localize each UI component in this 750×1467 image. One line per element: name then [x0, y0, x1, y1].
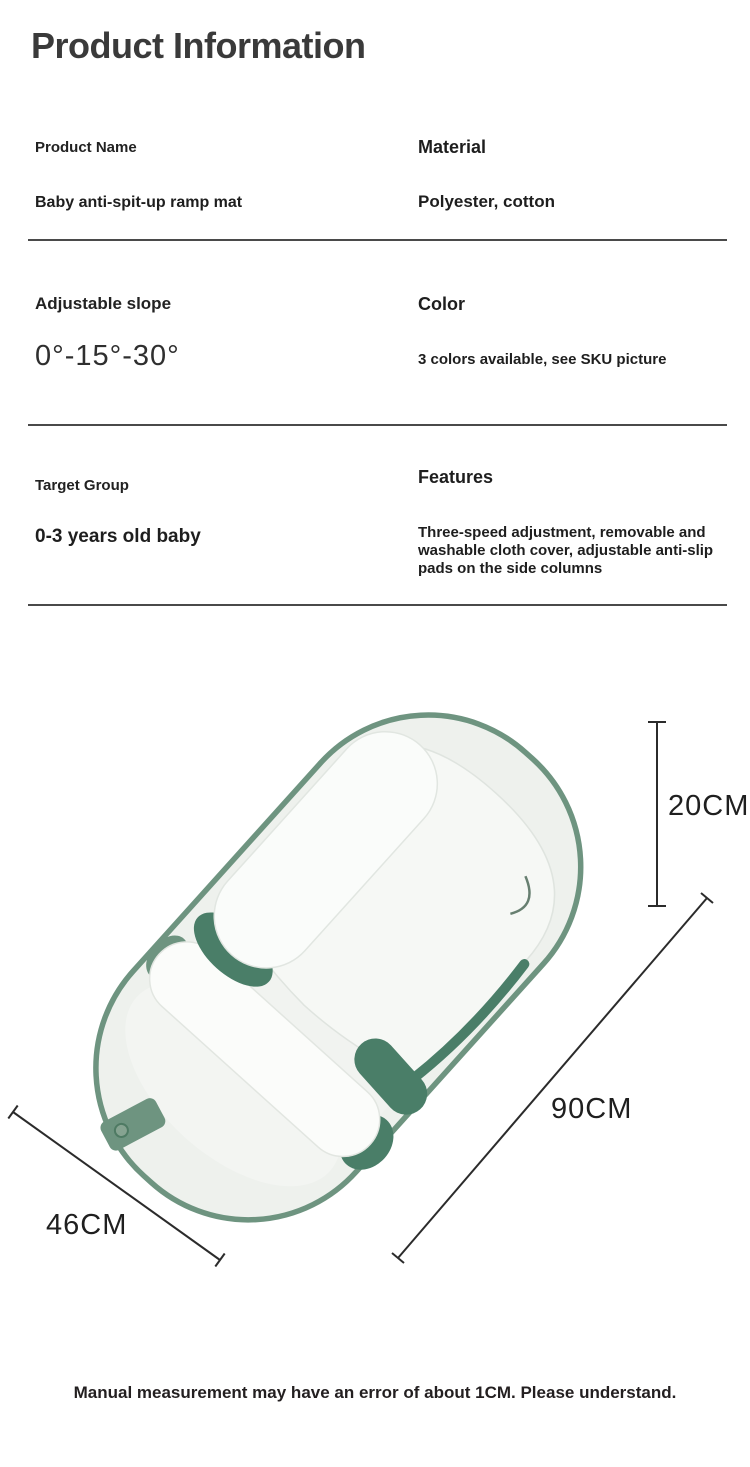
spec-value-material: Polyester, cotton	[418, 192, 555, 211]
divider	[28, 239, 727, 241]
spec-value-features: Three-speed adjustment, removable and washable cloth cover, adjustable anti-slip pads on the side columns	[418, 524, 714, 577]
spec-label-color: Color	[418, 294, 465, 314]
page-title: Product Information	[31, 25, 366, 66]
dimension-width-label: 46CM	[46, 1209, 128, 1241]
spec-label-target-group: Target Group	[35, 477, 129, 494]
spec-label-material: Material	[418, 137, 487, 157]
spec-value-color: 3 colors available, see SKU picture	[418, 351, 667, 368]
spec-label-features: Features	[418, 467, 494, 487]
divider	[28, 604, 727, 606]
divider	[28, 424, 727, 426]
spec-value-adjustable-slope: 0°-15°-30°	[35, 340, 180, 372]
product-image	[0, 650, 750, 1270]
spec-value-target-group: 0-3 years old baby	[35, 526, 201, 547]
measurement-disclaimer: Manual measurement may have an error of about 1CM. Please understand.	[73, 1383, 677, 1402]
spec-label-product-name: Product Name	[35, 139, 137, 156]
dimension-height-label: 20CM	[668, 790, 750, 822]
dimension-length-label: 90CM	[551, 1093, 633, 1125]
spec-value-product-name: Baby anti-spit-up ramp mat	[35, 194, 243, 211]
dimension-height	[648, 722, 666, 906]
spec-label-adjustable-slope: Adjustable slope	[35, 294, 172, 313]
ramp-mat-illustration	[33, 655, 649, 1270]
